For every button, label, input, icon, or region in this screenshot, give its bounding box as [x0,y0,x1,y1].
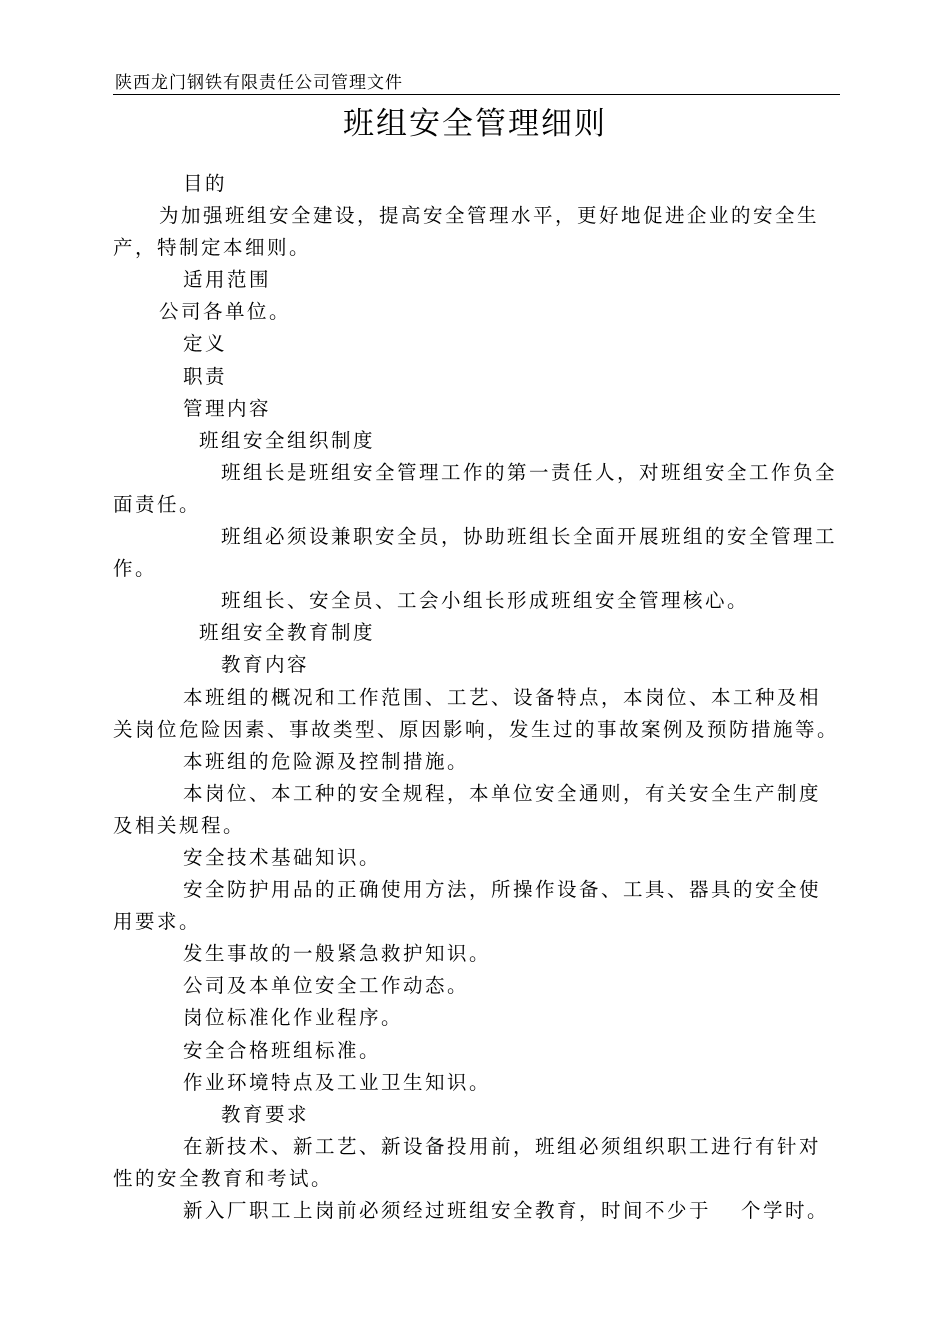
text-line [113,1163,840,1195]
text-line [113,649,840,681]
text-line-content: 适用范围 [183,268,272,292]
text-line [113,425,840,457]
text-line [113,585,840,617]
text-line-content: 岗位标准化作业程序。 [183,1006,404,1030]
text-line-content: 性的安全教育和考试。 [113,1166,334,1190]
text-line-content: 安全防护用品的正确使用方法，所操作设备、工具、器具的安全使 [183,878,822,902]
text-line-content: 班组长、安全员、工会小组长形成班组安全管理核心。 [221,589,750,613]
text-line-content: 作。 [113,557,158,581]
text-line-content: 定义 [183,332,228,356]
document-title: 班组安全管理细则 [343,106,607,142]
text-line-content: 新入厂职工上岗前必须经过班组安全教育，时间不少于 [183,1199,712,1222]
text-line-content: 发生事故的一般紧急救护知识。 [183,942,492,966]
text-line [113,393,840,425]
text-line [113,682,840,714]
text-line [113,617,840,649]
document-body [113,168,840,1227]
text-line [113,874,840,906]
text-line [113,746,840,778]
text-line-content: 本班组的概况和工作范围、工艺、设备特点，本岗位、本工种及相 [183,685,822,709]
text-line [113,810,840,842]
text-line [113,938,840,970]
text-line [113,296,840,328]
text-line [113,714,840,746]
text-line-content: 班组安全组织制度 [199,428,376,452]
text-line-content: 安全合格班组标准。 [183,1038,382,1062]
text-line [113,264,840,296]
text-line [113,1067,840,1099]
text-line-content: 产，特制定本细则。 [113,236,312,260]
text-line [113,168,840,200]
text-line-content: 本班组的危险源及控制措施。 [183,749,470,773]
text-line-content: 作业环境特点及工业卫生知识。 [183,1070,492,1094]
text-line-content: 用要求。 [113,910,202,934]
text-line-content: 公司各单位。 [159,300,292,324]
text-line-content: 安全技术基础知识。 [183,845,382,869]
text-line [113,1131,840,1163]
text-line [113,553,840,585]
text-line [113,1002,840,1034]
document-header [113,64,840,95]
text-line [113,970,840,1002]
text-line [113,328,840,360]
text-line [113,906,840,938]
text-line-tail: 个学时。 [741,1199,830,1222]
text-line [113,778,840,810]
text-line-content: 面责任。 [113,492,202,516]
text-line-content: 教育要求 [221,1102,310,1126]
text-line-content: 为加强班组安全建设，提高安全管理水平，更好地促进企业的安全生 [159,204,820,228]
text-line-content: 关岗位危险因素、事故类型、原因影响，发生过的事故案例及预防措施等。 [113,717,840,741]
text-line [113,232,840,264]
text-line-content: 目的 [183,172,228,195]
text-line-content: 教育内容 [221,653,310,677]
text-line [113,200,840,232]
text-line [113,1035,840,1067]
text-line [113,842,840,874]
text-line [113,1099,840,1131]
text-line-content: 管理内容 [183,396,272,420]
text-line [113,521,840,553]
text-line-content: 及相关规程。 [113,813,246,837]
text-line-content: 班组必须设兼职安全员，协助班组长全面开展班组的安全管理工 [221,525,838,549]
text-line [113,361,840,393]
text-line-content: 职责 [183,364,228,388]
text-line [113,1195,840,1227]
company-document-label: 陕西龙门钢铁有限责任公司管理文件 [115,73,403,93]
text-line [113,457,840,489]
text-line-content: 在新技术、新工艺、新设备投用前，班组必须组织职工进行有针对 [183,1134,822,1158]
text-line-content: 班组安全教育制度 [199,621,376,645]
text-line-content: 公司及本单位安全工作动态。 [183,974,470,998]
text-line [113,489,840,521]
text-line-content: 本岗位、本工种的安全规程，本单位安全通则，有关安全生产制度 [183,781,822,805]
text-line-content: 班组长是班组安全管理工作的第一责任人，对班组安全工作负全 [221,460,838,484]
